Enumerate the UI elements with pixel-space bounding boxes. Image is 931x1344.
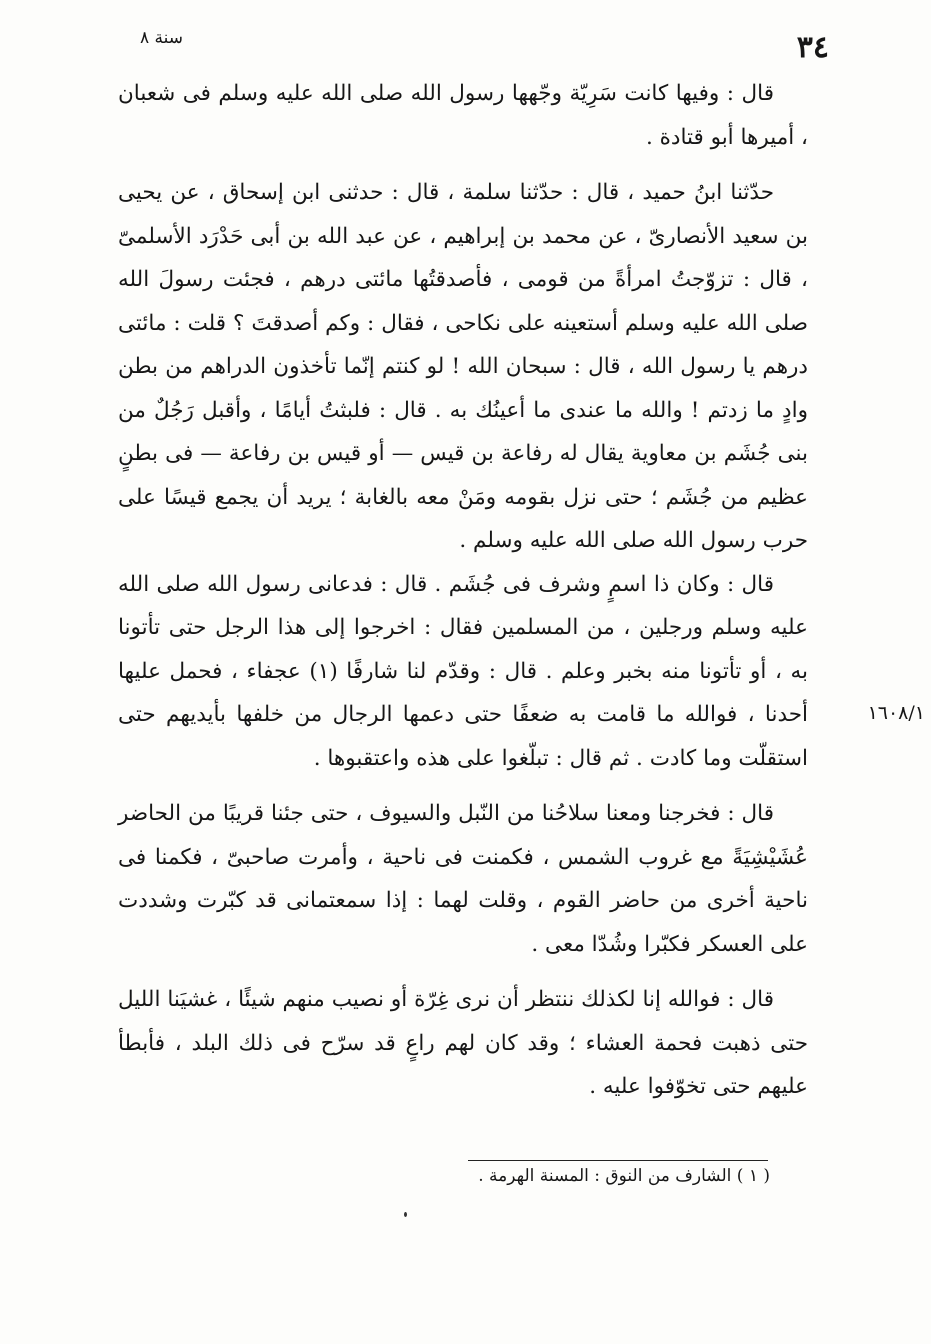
paragraph: قال : فوالله إنا لكذلك ننتظر أن نرى غِرّة أو نصيب منهم شيئًا ، غشيَنا الليل حتى ذهبت فحمة العشاء ؛ وقد كان لهم راعٍ قد سرّح فى ذلك البلد ، فأبطأ عليهم حتى تخوّفوا عليه .: [118, 987, 808, 1099]
paragraph: قال : فخرجنا ومعنا سلاحُنا من النّبل والسيوف ، حتى جئنا قريبًا من الحاضر عُشَيْشِيَةً مع غروب الشمس ، فكمنت فى ناحية ، وأمرت صاحبىّ ، فكمنا فى ناحية أخرى من حاضر القوم ، وقلت لهما : إذا سمعتمانى قد كبّرت وشددت على العسكر فكبّرا وشُدّا معى .: [118, 801, 808, 957]
running-head: سنة ٨: [140, 28, 184, 48]
ink-speck: [404, 1212, 407, 1217]
footnote: ( ١ ) الشارف من النوق : المسنة الهرمة .: [478, 1166, 770, 1186]
paragraph: قال : وفيها كانت سَرِيّة وجّهها رسول الله صلى الله عليه وسلم فى شعبان ، أميرها أبو قتادة .: [118, 81, 808, 150]
footnote-divider: [468, 1160, 768, 1161]
margin-reference: ١٦٠٨/١: [867, 702, 925, 724]
paragraph: حدّثنا ابنُ حميد ، قال : حدّثنا سلمة ، قال : حدثنى ابن إسحاق ، عن يحيى بن سعيد الأنصارىّ ، عن محمد بن إبراهيم ، عن عبد الله بن أبى حَدْرَد الأسلمىّ ، قال : تزوّجتُ امرأةً من قومى ، فأصدقتُها مائتى درهم ، فجئت رسولَ الله صلى الله عليه وسلم أستعينه على نكاحى ، فقال : وكم أصدقتَ ؟ قلت : مائتى درهم يا رسول الله ، قال : سبحان الله ! لو كنتم إنّما تأخذون الدراهم من بطن وادٍ ما زدتم ! والله ما عندى ما أعينُك به . قال : فلبثتُ أيامًا ، وأقبل رَجُلٌ من بنى جُشَم بن معاوية يقال له رفاعة بن قيس — أو قيس بن رفاعة — فى بطنٍ عظيم من جُشَم ؛ حتى نزل بقومه ومَنْ معه بالغابة ؛ يريد أن يجمع قيسًا على حرب رسول الله صلى الله عليه وسلم .: [118, 180, 808, 553]
paragraph: قال : وكان ذا اسمٍ وشرف فى جُشَم . قال : فدعانى رسول الله صلى الله عليه وسلم ورجلين ، من المسلمين فقال : اخرجوا إلى هذا الرجل حتى تأتونا به ، أو تأتونا منه بخبر وعلم . قال : وقدّم لنا شارفًا (١) عجفاء ، فحمل عليها أحدنا ، فوالله ما قامت به ضعفًا حتى دعمها الرجال من خلفها بأيديهم حتى استقلّت وما كادت . ثم قال : تبلّغوا على هذه واعتقبوها .: [118, 571, 809, 771]
body-text: [118, 72, 808, 1109]
page-number: ٣٤: [796, 30, 829, 65]
